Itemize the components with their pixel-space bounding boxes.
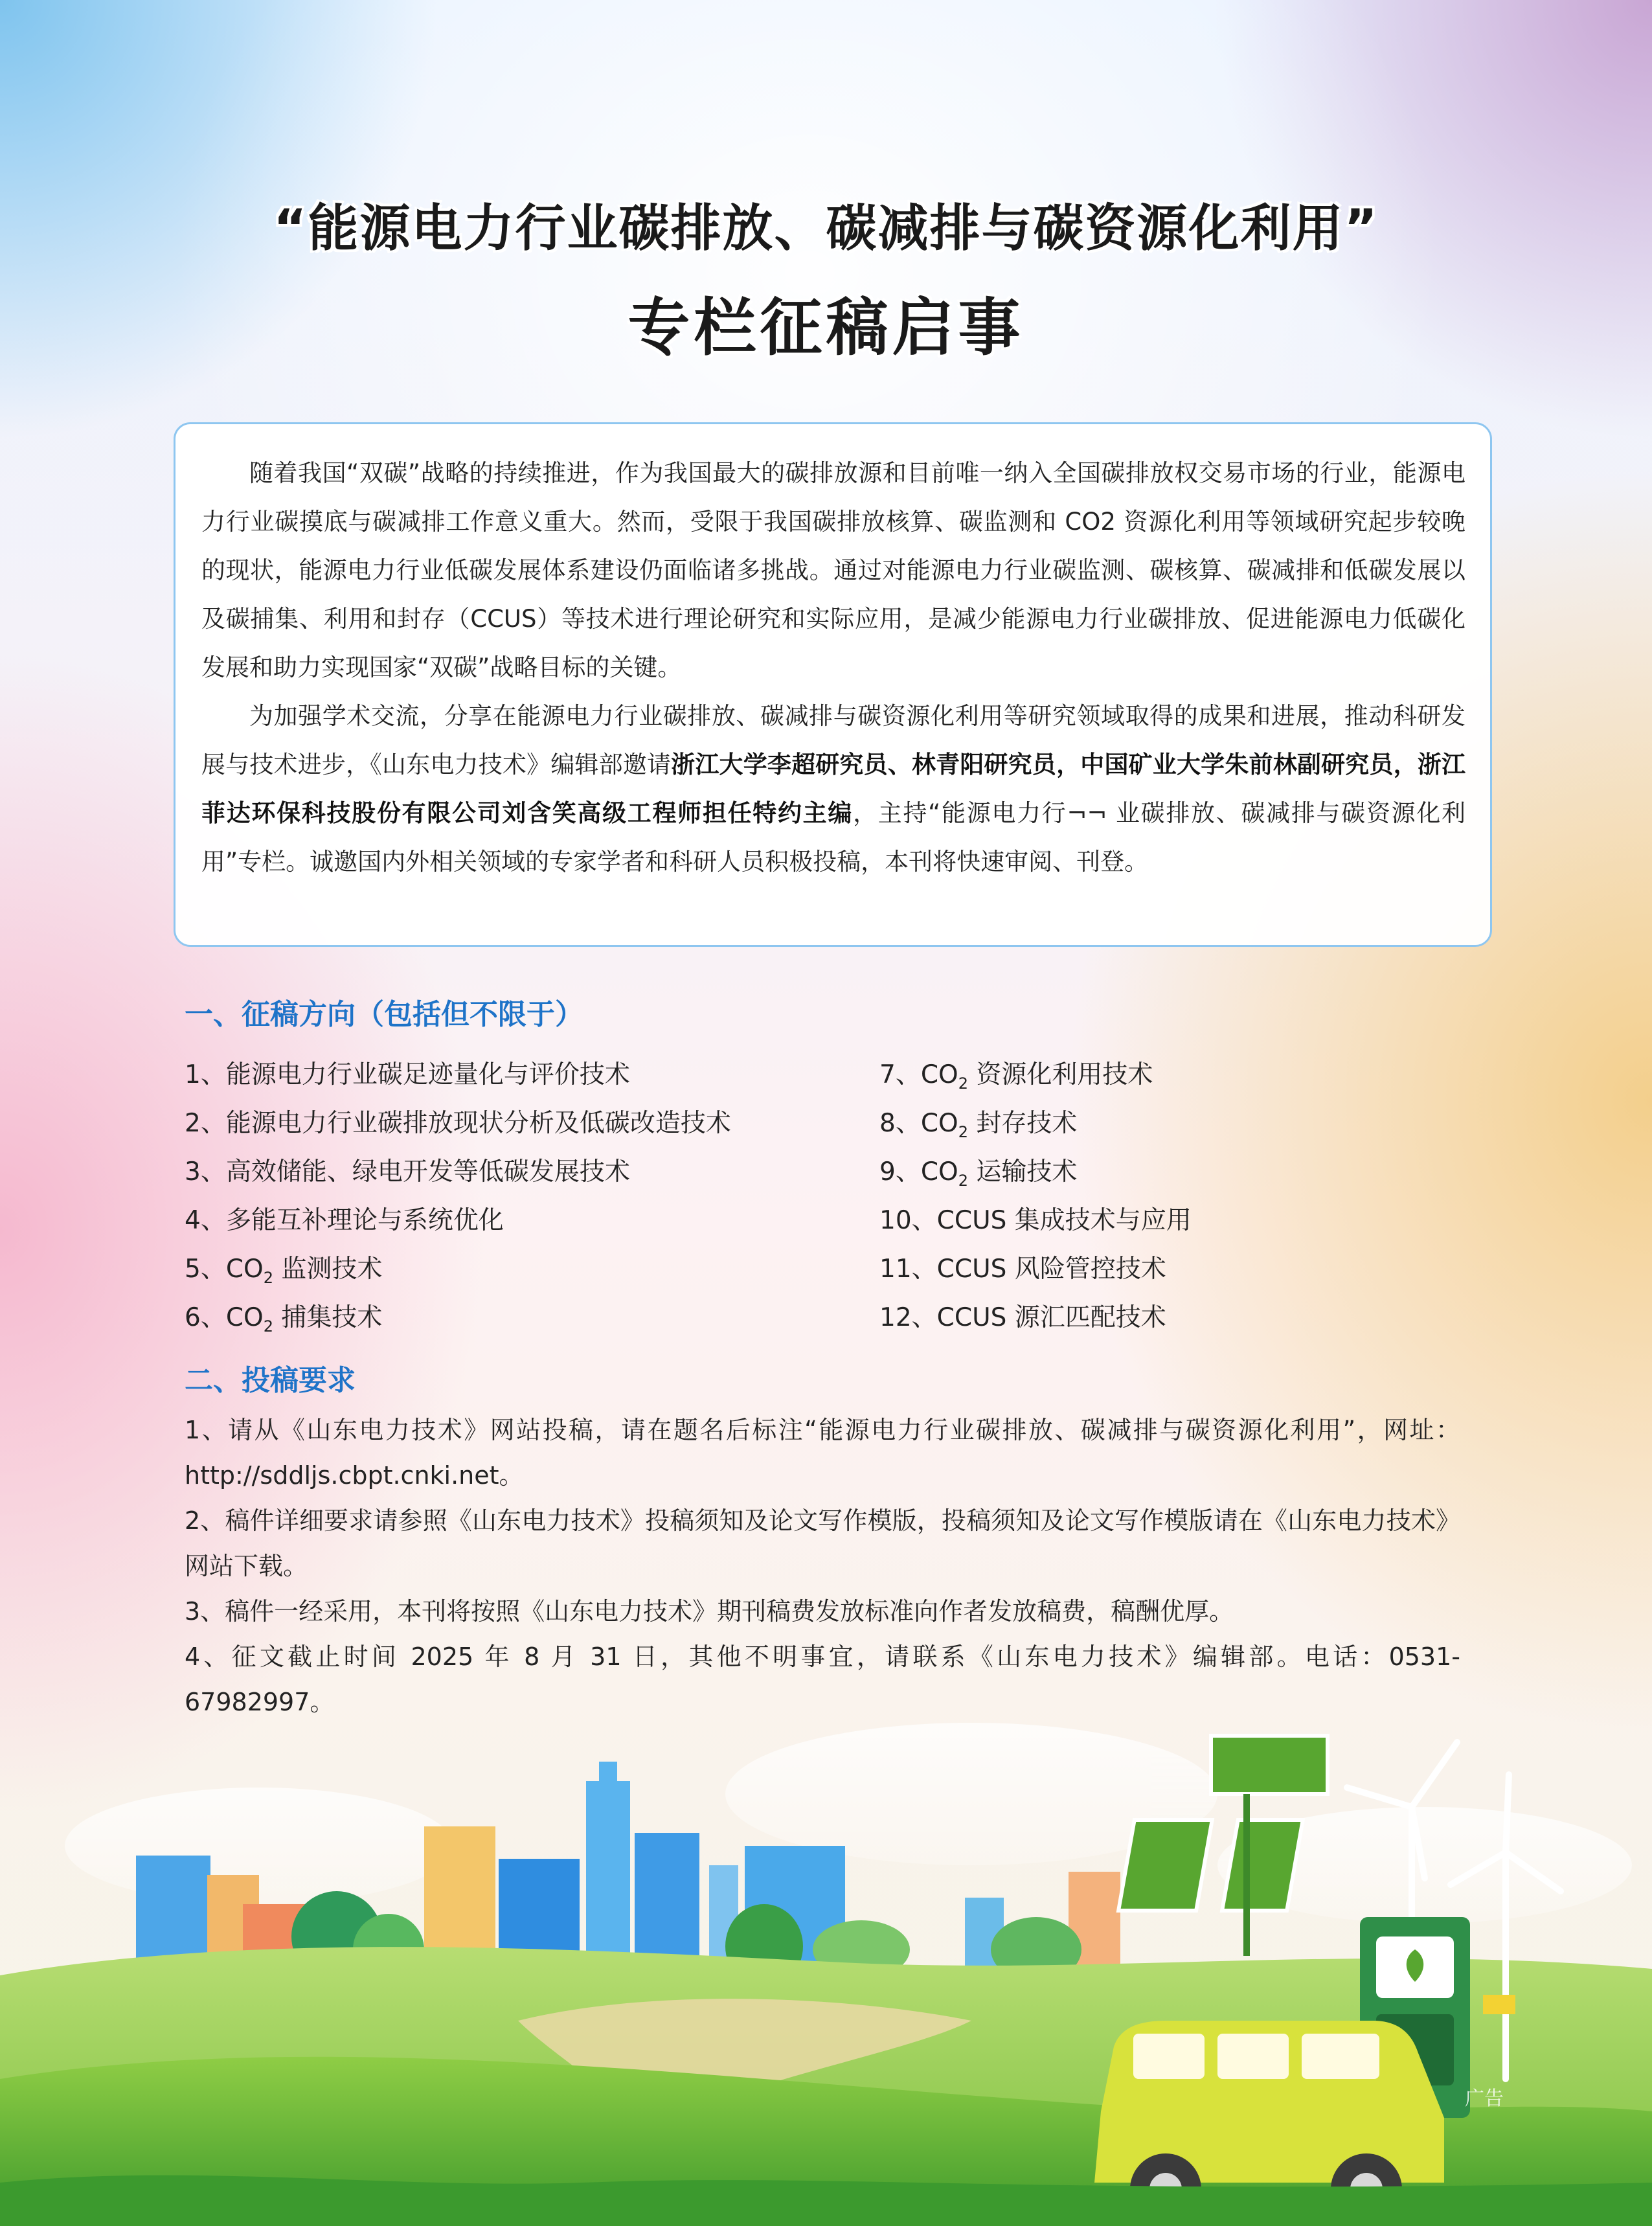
intro-p2-start: 为加强学术交流，分享在能源电力行业碳排放、碳减排与碳资源化利用等研究领域取得的成果和进展，推动科研发展与技术进步，《山东电力技术》编辑部邀请 (201, 702, 1465, 778)
direction-item: 7、$CO_2$ 资源化利用技术 (879, 1060, 1153, 1093)
direction-item: 12、CCUS 源汇匹配技术 (879, 1303, 1166, 1332)
requirement-item: 2、稿件详细要求请参照《山东电力技术》投稿须知及论文写作模版，投稿须知及论文写作模版请在《山东电力技术》网站下载。 (185, 1506, 1460, 1580)
direction-item: 5、$CO_2$ 监测技术 (185, 1255, 383, 1287)
direction-item: 10、CCUS 集成技术与应用 (879, 1206, 1192, 1235)
section-2-heading: 二、投稿要求 (185, 1364, 356, 1397)
title-line-2: 专栏征稿启事 (628, 291, 1024, 364)
intro-paragraph-2 (201, 692, 1465, 886)
direction-item: 11、CCUS 风险管控技术 (879, 1255, 1166, 1284)
direction-item: 1、能源电力行业碳足迹量化与评价技术 (185, 1060, 630, 1089)
title-line-1: “能源电力行业碳排放、碳减排与碳资源化利用” (273, 199, 1379, 258)
direction-item: 9、$CO_2$ 运输技术 (879, 1157, 1078, 1190)
direction-list-right (879, 1051, 1192, 1342)
ad-label: 广告 (1465, 2087, 1504, 2110)
intro-p2-editors: 浙江大学李超研究员、林青阳研究员，中国矿业大学朱前林副研究员，浙江菲达环保科技股份有限公司刘含笑高级工程师担任特约主编 (201, 751, 1466, 827)
direction-item: 2、能源电力行业碳排放现状分析及低碳改造技术 (185, 1109, 731, 1138)
intro-box (174, 422, 1492, 947)
direction-item: 4、多能互补理论与系统优化 (185, 1206, 504, 1235)
green-city-illustration (0, 1716, 1652, 2226)
direction-item: 8、$CO_2$ 封存技术 (879, 1109, 1078, 1141)
clouds (65, 1723, 1632, 1924)
direction-item: 6、$CO_2$ 捕集技术 (185, 1303, 383, 1335)
intro-paragraph-1: 随着我国“双碳”战略的持续推进，作为我国最大的碳排放源和目前唯一纳入全国碳排放权交易市场的行业，能源电力行业碳摸底与碳减排工作意义重大。然而，受限于我国碳排放核算、碳监测和 CO2 资源化利用等领域研究起步较晚的现状，能源电力行业低碳发展体系建设仍面临诸多挑战。通过对能源电力行业碳监测、碳核算、碳减排和低碳发展以及碳捕集、利用和封存（CCUS）等技术进行理论研究和实际应用，是减少能源电力行业碳排放、促进能源电力低碳化发展和助力实现国家“双碳”战略目标的关键。 (201, 459, 1465, 681)
requirement-item: 4、征文截止时间 2025 年 8 月 31 日，其他不明事宜，请联系《山东电力技术》编辑部。电话：0531-67982997。 (185, 1642, 1460, 1716)
section-1-heading: 一、征稿方向（包括但不限于） (185, 998, 583, 1031)
requirement-item: 1、请从《山东电力技术》网站投稿，请在题名后标注“能源电力行业碳排放、碳减排与碳资源化利用”，网址：http://sddljs.cbpt.cnki.net。 (185, 1416, 1460, 1490)
direction-item: 3、高效储能、绿电开发等低碳发展技术 (185, 1157, 630, 1187)
intro-p2-end: ，主持“能源电力行¬¬ 业碳排放、碳减排与碳资源化利用”专栏。诚邀国内外相关领域的专家学者和科研人员积极投稿，本刊将快速审阅、刊登。 (201, 799, 1465, 876)
requirement-item: 3、稿件一经采用，本刊将按照《山东电力技术》期刊稿费发放标准向作者发放稿费，稿酬优厚。 (185, 1597, 1234, 1626)
direction-list-left (185, 1051, 731, 1342)
requirement-list (185, 1407, 1460, 1725)
